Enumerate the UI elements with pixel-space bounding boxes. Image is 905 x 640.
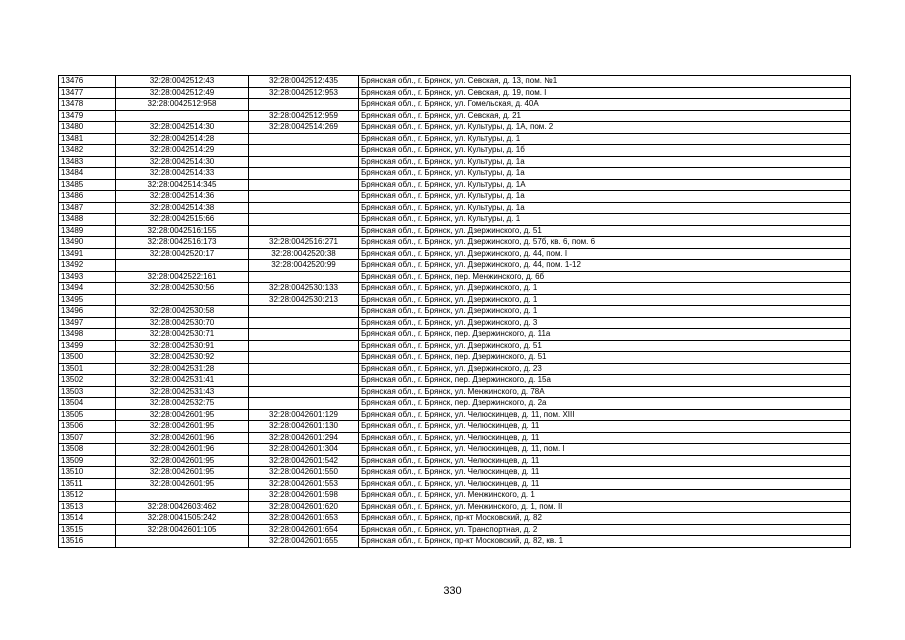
related-cadastral-number-cell [249,133,359,145]
cadastral-number-cell: 32:28:0042531:41 [116,375,249,387]
related-cadastral-number-cell [249,306,359,318]
address-cell: Брянская обл., г. Брянск, ул. Культуры, д. 1а [359,156,851,168]
row-number-cell: 13501 [59,363,116,375]
address-cell: Брянская обл., г. Брянск, ул. Культуры, д. 1А, пом. 2 [359,122,851,134]
table-row [59,99,851,111]
registry-table-body [59,76,851,548]
row-number-cell: 13499 [59,340,116,352]
row-number-cell: 13500 [59,352,116,364]
related-cadastral-number-cell [249,340,359,352]
related-cadastral-number-cell: 32:28:0042601:654 [249,524,359,536]
row-number-cell: 13482 [59,145,116,157]
address-cell: Брянская обл., г. Брянск, ул. Дзержинского, д. 23 [359,363,851,375]
related-cadastral-number-cell [249,225,359,237]
related-cadastral-number-cell: 32:28:0042601:655 [249,536,359,548]
related-cadastral-number-cell: 32:28:0042512:959 [249,110,359,122]
address-cell: Брянская обл., г. Брянск, ул. Гомельская, д. 40А [359,99,851,111]
table-row [59,490,851,502]
cadastral-number-cell [116,260,249,272]
cadastral-number-cell: 32:28:0042530:56 [116,283,249,295]
related-cadastral-number-cell: 32:28:0042516:271 [249,237,359,249]
table-row [59,386,851,398]
row-number-cell: 13503 [59,386,116,398]
table-row [59,398,851,410]
cadastral-number-cell: 32:28:0042520:17 [116,248,249,260]
row-number-cell: 13510 [59,467,116,479]
table-row [59,375,851,387]
table-row [59,237,851,249]
page-number: 330 [443,585,462,597]
related-cadastral-number-cell [249,145,359,157]
address-cell: Брянская обл., г. Брянск, ул. Челюскинцев, д. 11 [359,432,851,444]
address-cell: Брянская обл., г. Брянск, ул. Дзержинского, д. 1 [359,306,851,318]
table-row [59,501,851,513]
row-number-cell: 13490 [59,237,116,249]
related-cadastral-number-cell [249,398,359,410]
related-cadastral-number-cell [249,352,359,364]
address-cell: Брянская обл., г. Брянск, ул. Транспортная, д. 2 [359,524,851,536]
cadastral-number-cell: 32:28:0042531:43 [116,386,249,398]
table-row [59,260,851,272]
row-number-cell: 13491 [59,248,116,260]
row-number-cell: 13488 [59,214,116,226]
related-cadastral-number-cell [249,168,359,180]
table-row [59,478,851,490]
address-cell: Брянская обл., г. Брянск, ул. Дзержинского, д. 51 [359,225,851,237]
cadastral-number-cell: 32:28:0042512:43 [116,76,249,88]
row-number-cell: 13495 [59,294,116,306]
address-cell: Брянская обл., г. Брянск, ул. Челюскинцев, д. 11 [359,478,851,490]
cadastral-number-cell: 32:28:0041505:242 [116,513,249,525]
row-number-cell: 13515 [59,524,116,536]
cadastral-number-cell: 32:28:0042601:96 [116,432,249,444]
table-row [59,248,851,260]
related-cadastral-number-cell [249,375,359,387]
address-cell: Брянская обл., г. Брянск, ул. Севская, д. 19, пом. I [359,87,851,99]
address-cell: Брянская обл., г. Брянск, ул. Дзержинского, д. 44, пом. I [359,248,851,260]
table-row [59,87,851,99]
cadastral-number-cell: 32:28:0042530:70 [116,317,249,329]
row-number-cell: 13489 [59,225,116,237]
address-cell: Брянская обл., г. Брянск, ул. Челюскинцев, д. 11, пом. I [359,444,851,456]
address-cell: Брянская обл., г. Брянск, ул. Культуры, д. 1а [359,168,851,180]
related-cadastral-number-cell [249,271,359,283]
related-cadastral-number-cell: 32:28:0042520:99 [249,260,359,272]
related-cadastral-number-cell: 32:28:0042601:542 [249,455,359,467]
address-cell: Брянская обл., г. Брянск, ул. Культуры, д. 1а [359,202,851,214]
row-number-cell: 13480 [59,122,116,134]
related-cadastral-number-cell: 32:28:0042601:294 [249,432,359,444]
address-cell: Брянская обл., г. Брянск, ул. Челюскинцев, д. 11, пом. XIII [359,409,851,421]
row-number-cell: 13485 [59,179,116,191]
table-row [59,214,851,226]
table-row [59,524,851,536]
table-row [59,421,851,433]
table-row [59,145,851,157]
related-cadastral-number-cell: 32:28:0042601:129 [249,409,359,421]
cadastral-number-cell: 32:28:0042514:33 [116,168,249,180]
cadastral-number-cell: 32:28:0042601:95 [116,409,249,421]
row-number-cell: 13483 [59,156,116,168]
related-cadastral-number-cell [249,179,359,191]
cadastral-number-cell: 32:28:0042516:155 [116,225,249,237]
table-row [59,76,851,88]
table-row [59,168,851,180]
row-number-cell: 13498 [59,329,116,341]
row-number-cell: 13496 [59,306,116,318]
table-row [59,271,851,283]
cadastral-number-cell: 32:28:0042601:96 [116,444,249,456]
related-cadastral-number-cell [249,317,359,329]
row-number-cell: 13509 [59,455,116,467]
table-row [59,317,851,329]
cadastral-number-cell: 32:28:0042516:173 [116,237,249,249]
cadastral-number-cell: 32:28:0042603:462 [116,501,249,513]
table-row [59,409,851,421]
address-cell: Брянская обл., г. Брянск, ул. Культуры, д. 1 [359,214,851,226]
row-number-cell: 13502 [59,375,116,387]
table-row [59,306,851,318]
row-number-cell: 13481 [59,133,116,145]
table-row [59,283,851,295]
address-cell: Брянская обл., г. Брянск, ул. Менжинского, д. 78А [359,386,851,398]
address-cell: Брянская обл., г. Брянск, ул. Севская, д. 21 [359,110,851,122]
address-cell: Брянская обл., г. Брянск, ул. Челюскинцев, д. 11 [359,421,851,433]
address-cell: Брянская обл., г. Брянск, ул. Культуры, д. 1а [359,191,851,203]
row-number-cell: 13516 [59,536,116,548]
row-number-cell: 13477 [59,87,116,99]
related-cadastral-number-cell: 32:28:0042601:653 [249,513,359,525]
cadastral-number-cell: 32:28:0042522:161 [116,271,249,283]
address-cell: Брянская обл., г. Брянск, ул. Дзержинского, д. 44, пом. 1-12 [359,260,851,272]
related-cadastral-number-cell: 32:28:0042512:435 [249,76,359,88]
related-cadastral-number-cell: 32:28:0042601:130 [249,421,359,433]
cadastral-number-cell: 32:28:0042532:75 [116,398,249,410]
cadastral-number-cell [116,536,249,548]
related-cadastral-number-cell: 32:28:0042512:953 [249,87,359,99]
address-cell: Брянская обл., г. Брянск, ул. Культуры, д. 1 [359,133,851,145]
cadastral-number-cell: 32:28:0042530:91 [116,340,249,352]
row-number-cell: 13492 [59,260,116,272]
table-row [59,352,851,364]
cadastral-number-cell [116,294,249,306]
row-number-cell: 13493 [59,271,116,283]
cadastral-number-cell: 32:28:0042514:30 [116,156,249,168]
related-cadastral-number-cell: 32:28:0042601:553 [249,478,359,490]
related-cadastral-number-cell: 32:28:0042601:598 [249,490,359,502]
cadastral-number-cell: 32:28:0042512:958 [116,99,249,111]
cadastral-number-cell: 32:28:0042601:105 [116,524,249,536]
cadastral-number-cell: 32:28:0042514:345 [116,179,249,191]
table-row [59,536,851,548]
related-cadastral-number-cell: 32:28:0042520:38 [249,248,359,260]
row-number-cell: 13494 [59,283,116,295]
related-cadastral-number-cell: 32:28:0042514:269 [249,122,359,134]
cadastral-number-cell [116,490,249,502]
address-cell: Брянская обл., г. Брянск, пер. Дзержинского, д. 15а [359,375,851,387]
row-number-cell: 13478 [59,99,116,111]
address-cell: Брянская обл., г. Брянск, ул. Севская, д. 13, пом. №1 [359,76,851,88]
cadastral-number-cell: 32:28:0042514:30 [116,122,249,134]
registry-table [58,75,851,548]
related-cadastral-number-cell [249,363,359,375]
related-cadastral-number-cell: 32:28:0042601:304 [249,444,359,456]
row-number-cell: 13514 [59,513,116,525]
address-cell: Брянская обл., г. Брянск, ул. Культуры, д. 1А [359,179,851,191]
address-cell: Брянская обл., г. Брянск, ул. Культуры, д. 1б [359,145,851,157]
row-number-cell: 13504 [59,398,116,410]
cadastral-number-cell: 32:28:0042530:92 [116,352,249,364]
row-number-cell: 13505 [59,409,116,421]
table-row [59,202,851,214]
related-cadastral-number-cell [249,191,359,203]
row-number-cell: 13497 [59,317,116,329]
cadastral-number-cell: 32:28:0042514:28 [116,133,249,145]
cadastral-number-cell: 32:28:0042601:95 [116,455,249,467]
related-cadastral-number-cell: 32:28:0042601:550 [249,467,359,479]
table-row [59,467,851,479]
table-row [59,294,851,306]
address-cell: Брянская обл., г. Брянск, ул. Дзержинского, д. 51 [359,340,851,352]
table-row [59,432,851,444]
related-cadastral-number-cell [249,156,359,168]
table-row [59,133,851,145]
related-cadastral-number-cell: 32:28:0042601:620 [249,501,359,513]
cadastral-number-cell: 32:28:0042514:38 [116,202,249,214]
row-number-cell: 13487 [59,202,116,214]
address-cell: Брянская обл., г. Брянск, ул. Менжинского, д. 1 [359,490,851,502]
cadastral-number-cell: 32:28:0042601:95 [116,467,249,479]
table-row [59,329,851,341]
cadastral-number-cell [116,110,249,122]
table-row [59,122,851,134]
table-row [59,455,851,467]
row-number-cell: 13513 [59,501,116,513]
related-cadastral-number-cell: 32:28:0042530:213 [249,294,359,306]
address-cell: Брянская обл., г. Брянск, пер. Менжинского, д. 6б [359,271,851,283]
related-cadastral-number-cell [249,329,359,341]
related-cadastral-number-cell [249,99,359,111]
address-cell: Брянская обл., г. Брянск, пер. Дзержинского, д. 2а [359,398,851,410]
row-number-cell: 13506 [59,421,116,433]
address-cell: Брянская обл., г. Брянск, ул. Дзержинского, д. 57б, кв. 6, пом. 6 [359,237,851,249]
cadastral-number-cell: 32:28:0042515:66 [116,214,249,226]
row-number-cell: 13508 [59,444,116,456]
address-cell: Брянская обл., г. Брянск, ул. Дзержинского, д. 3 [359,317,851,329]
cadastral-number-cell: 32:28:0042601:95 [116,478,249,490]
cadastral-number-cell: 32:28:0042512:49 [116,87,249,99]
address-cell: Брянская обл., г. Брянск, пр-кт Московский, д. 82 [359,513,851,525]
row-number-cell: 13507 [59,432,116,444]
cadastral-number-cell: 32:28:0042601:95 [116,421,249,433]
row-number-cell: 13484 [59,168,116,180]
row-number-cell: 13512 [59,490,116,502]
table-row [59,110,851,122]
related-cadastral-number-cell [249,202,359,214]
table-row [59,179,851,191]
address-cell: Брянская обл., г. Брянск, пр-кт Московский, д. 82, кв. 1 [359,536,851,548]
related-cadastral-number-cell [249,386,359,398]
address-cell: Брянская обл., г. Брянск, ул. Менжинского, д. 1, пом. II [359,501,851,513]
cadastral-number-cell: 32:28:0042530:71 [116,329,249,341]
address-cell: Брянская обл., г. Брянск, пер. Дзержинского, д. 11а [359,329,851,341]
address-cell: Брянская обл., г. Брянск, ул. Челюскинцев, д. 11 [359,467,851,479]
address-cell: Брянская обл., г. Брянск, пер. Дзержинского, д. 51 [359,352,851,364]
table-row [59,191,851,203]
row-number-cell: 13476 [59,76,116,88]
address-cell: Брянская обл., г. Брянск, ул. Челюскинцев, д. 11 [359,455,851,467]
address-cell: Брянская обл., г. Брянск, ул. Дзержинского, д. 1 [359,294,851,306]
table-row [59,363,851,375]
cadastral-number-cell: 32:28:0042514:29 [116,145,249,157]
cadastral-number-cell: 32:28:0042514:36 [116,191,249,203]
table-row [59,513,851,525]
related-cadastral-number-cell: 32:28:0042530:133 [249,283,359,295]
table-row [59,225,851,237]
cadastral-number-cell: 32:28:0042531:28 [116,363,249,375]
cadastral-number-cell: 32:28:0042530:58 [116,306,249,318]
row-number-cell: 13511 [59,478,116,490]
table-row [59,340,851,352]
related-cadastral-number-cell [249,214,359,226]
address-cell: Брянская обл., г. Брянск, ул. Дзержинского, д. 1 [359,283,851,295]
row-number-cell: 13479 [59,110,116,122]
row-number-cell: 13486 [59,191,116,203]
table-row [59,444,851,456]
table-row [59,156,851,168]
